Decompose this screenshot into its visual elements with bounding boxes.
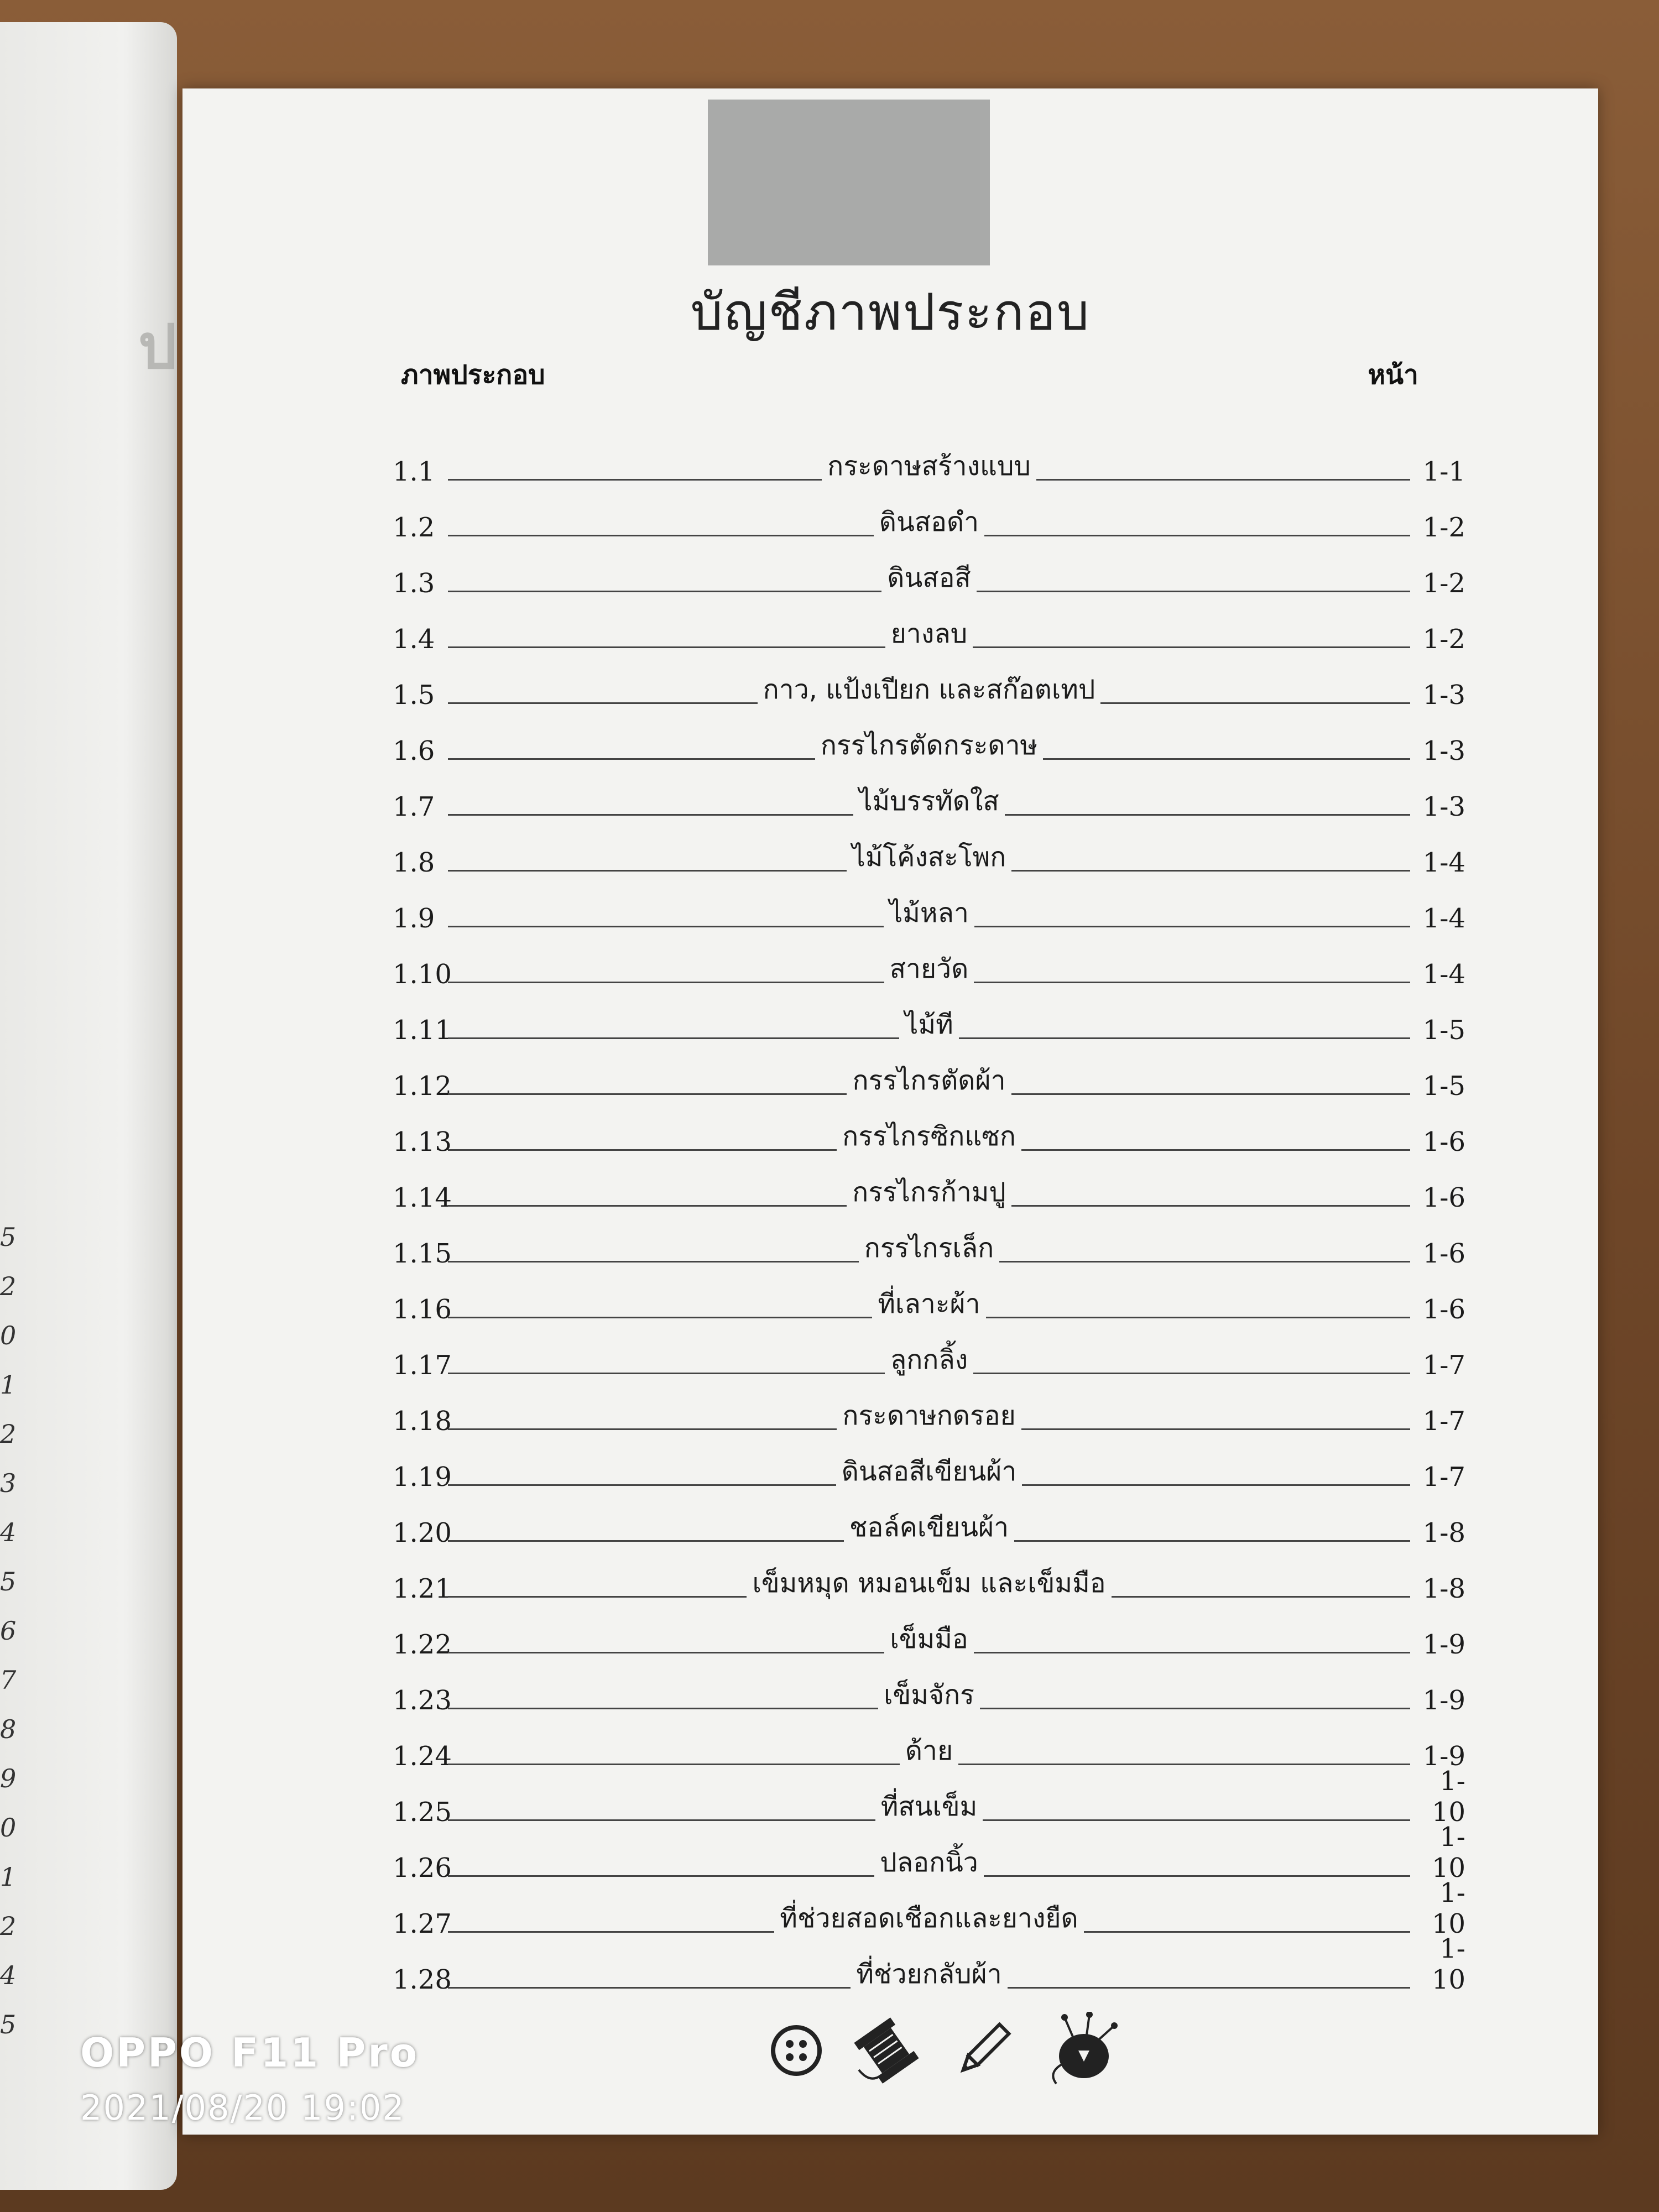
leader-line [448, 646, 885, 648]
leader-line [448, 1764, 900, 1765]
figure-entry [393, 1102, 1465, 1157]
header-block [708, 100, 990, 265]
figure-page-number: 1-4 [1422, 903, 1466, 934]
figure-caption: กรรไกรตัดผ้า [852, 1065, 1006, 1096]
facing-page-number: 0 [0, 1813, 17, 1843]
leader-line [448, 479, 822, 481]
figure-entry [393, 543, 1465, 599]
leader-line [1043, 758, 1410, 760]
figure-number: 1.10 [393, 959, 452, 990]
figure-caption: กรรไกรก้ามปู [852, 1177, 1006, 1208]
column-header-figure: ภาพประกอบ [401, 359, 545, 390]
facing-page-number: 3 [0, 1468, 17, 1498]
figure-page-number: 1-8 [1422, 1573, 1466, 1604]
figure-entry [393, 1381, 1465, 1437]
figure-caption: เข็มจักร [884, 1679, 974, 1710]
leader-line [448, 1149, 837, 1151]
figure-page-number: 1-10 [1431, 1822, 1466, 1884]
figure-caption: ที่เลาะผ้า [878, 1288, 980, 1319]
figure-page-number: 1-1 [1422, 456, 1466, 487]
figure-number: 1.13 [393, 1126, 452, 1157]
facing-page-number: 4 [0, 1517, 17, 1547]
figure-caption: กรรไกรเล็ก [864, 1233, 994, 1264]
facing-page-number: 1 [0, 1862, 17, 1892]
figure-caption: สายวัด [889, 953, 969, 984]
leader-line [958, 1764, 1410, 1765]
leader-line [986, 1317, 1410, 1318]
figure-number: 1.2 [393, 512, 435, 543]
leader-line [980, 1708, 1410, 1709]
figure-caption: ด้าย [905, 1735, 953, 1766]
figure-entry [393, 1046, 1465, 1102]
figure-entry [393, 711, 1465, 766]
leader-line [959, 1037, 1410, 1039]
facing-page-number: 2 [0, 1911, 17, 1941]
figure-list [393, 431, 1465, 1995]
facing-page-number: 9 [0, 1764, 17, 1793]
leader-line [1100, 702, 1410, 704]
figure-page-number: 1-8 [1422, 1517, 1466, 1548]
figure-entry [393, 1548, 1465, 1604]
figure-entry [393, 1157, 1465, 1213]
figure-entry [393, 990, 1465, 1046]
figure-caption: ดินสอสี [887, 562, 971, 593]
leader-line [448, 982, 884, 983]
leader-line [448, 1708, 878, 1709]
book-page [182, 88, 1598, 2135]
figure-entry [393, 1716, 1465, 1772]
figure-entry [393, 1933, 1466, 1995]
figure-number: 1.1 [393, 456, 435, 487]
figure-page-number: 1-6 [1422, 1182, 1466, 1213]
leader-line [448, 1819, 875, 1821]
figure-number: 1.23 [393, 1685, 452, 1716]
figure-caption: ไม้โค้งสะโพก [852, 842, 1006, 873]
figure-number: 1.25 [393, 1797, 452, 1828]
figure-page-number: 1-6 [1422, 1294, 1465, 1325]
leader-line [983, 1819, 1410, 1821]
facing-page-number: 2 [0, 1419, 17, 1449]
figure-page-number: 1-6 [1422, 1238, 1465, 1269]
figure-caption: กระดาษกดรอย [842, 1400, 1016, 1431]
leader-line [1021, 1149, 1410, 1151]
leader-line [1011, 1205, 1410, 1207]
leader-line [974, 982, 1410, 983]
figure-entry [393, 822, 1465, 878]
figure-number: 1.14 [393, 1182, 452, 1213]
figure-entry [393, 655, 1465, 711]
leader-line [448, 1205, 847, 1207]
figure-page-number: 1-7 [1422, 1462, 1466, 1493]
leader-line [448, 1540, 844, 1542]
facing-page [0, 22, 177, 2190]
leader-line [448, 926, 884, 927]
figure-number: 1.28 [393, 1964, 452, 1995]
figure-number: 1.21 [393, 1573, 452, 1604]
figure-caption: เข็มหมุด หมอนเข็ม และเข็มมือ [752, 1568, 1106, 1599]
figure-page-number: 1-10 [1431, 1766, 1466, 1828]
figure-number: 1.12 [393, 1071, 452, 1102]
leader-line [1008, 1987, 1410, 1989]
figure-entry [393, 1213, 1465, 1269]
figure-page-number: 1-5 [1422, 1015, 1466, 1046]
figure-entry [393, 1604, 1465, 1660]
facing-page-number: 1 [0, 1370, 17, 1400]
figure-page-number: 1-2 [1422, 512, 1466, 543]
facing-page-number: 5 [0, 1567, 17, 1597]
leader-line [448, 1093, 847, 1095]
figure-entry [393, 766, 1465, 822]
figure-entry [393, 599, 1465, 655]
figure-page-number: 1-4 [1422, 847, 1466, 878]
facing-page-number: 7 [0, 1665, 17, 1695]
figure-caption: ดินสอดำ [879, 507, 979, 538]
leader-line [448, 1875, 874, 1877]
leader-line [448, 1037, 899, 1039]
leader-line [1011, 1093, 1410, 1095]
figure-number: 1.20 [393, 1517, 452, 1548]
figure-page-number: 1-9 [1422, 1629, 1466, 1660]
figure-page-number: 1-4 [1422, 959, 1465, 990]
figure-page-number: 1-3 [1422, 680, 1465, 711]
figure-caption: ยางลบ [890, 618, 968, 649]
figure-caption: ปลอกนิ้ว [880, 1847, 978, 1878]
figure-number: 1.9 [393, 903, 435, 934]
leader-line [1022, 1484, 1410, 1486]
figure-caption: ดินสอสีเขียนผ้า [841, 1456, 1017, 1487]
footer-icons [769, 2013, 1123, 2090]
leader-line [448, 1987, 851, 1989]
figure-caption: กระดาษสร้างแบบ [827, 451, 1031, 482]
leader-line [448, 758, 815, 760]
leader-line [448, 1373, 885, 1374]
facing-page-number: 8 [0, 1714, 17, 1744]
figure-page-number: 1-3 [1422, 735, 1465, 766]
figure-number: 1.24 [393, 1741, 452, 1772]
figure-entry [393, 487, 1465, 543]
facing-page-number: 5 [0, 1222, 17, 1252]
figure-number: 1.15 [393, 1238, 452, 1269]
figure-number: 1.4 [393, 624, 435, 655]
figure-page-number: 1-7 [1422, 1406, 1466, 1437]
figure-entry [393, 1325, 1465, 1381]
leader-line [448, 1652, 884, 1653]
leader-line [984, 535, 1410, 536]
figure-caption: กาว, แป้งเปียก และสก๊อตเทป [763, 674, 1095, 705]
figure-caption: ลูกกลิ้ง [890, 1344, 968, 1375]
figure-page-number: 1-10 [1431, 1933, 1466, 1995]
leader-line [448, 1317, 872, 1318]
figure-entry [393, 1660, 1465, 1716]
figure-number: 1.11 [393, 1015, 452, 1046]
figure-number: 1.22 [393, 1629, 452, 1660]
figure-entry [393, 1437, 1465, 1493]
facing-page-faint-heading: ป [138, 311, 177, 382]
leader-line [448, 870, 847, 872]
figure-caption: กรรไกรตัดกระดาษ [820, 730, 1038, 761]
figure-number: 1.5 [393, 680, 435, 711]
figure-page-number: 1-7 [1422, 1350, 1466, 1381]
figure-entry [393, 934, 1465, 990]
figure-number: 1.3 [393, 568, 435, 599]
figure-caption: เข็มมือ [890, 1624, 968, 1655]
leader-line [977, 591, 1410, 592]
leader-line [448, 1428, 837, 1430]
figure-caption: ที่สนเข็ม [880, 1791, 978, 1822]
figure-caption: ชอล์คเขียนผ้า [849, 1512, 1009, 1543]
facing-page-number: 4 [0, 1960, 17, 1990]
figure-caption: ที่ช่วยสอดเชือกและยางยืด [780, 1903, 1078, 1934]
figure-caption: ที่ช่วยกลับผ้า [856, 1959, 1002, 1990]
leader-line [448, 814, 853, 816]
leader-line [1014, 1540, 1410, 1542]
camera-model-stamp: OPPO F11 Pro [80, 2030, 420, 2076]
figure-page-number: 1-9 [1422, 1685, 1466, 1716]
figure-caption: ไม้หลา [889, 898, 969, 928]
leader-line [448, 702, 758, 704]
leader-line [999, 1261, 1410, 1262]
leader-line [448, 1484, 836, 1486]
figure-caption: กรรไกรซิกแซก [842, 1121, 1016, 1152]
pincushion-icon [1040, 2012, 1123, 2091]
figure-number: 1.17 [393, 1350, 452, 1381]
leader-line [1005, 814, 1410, 816]
figure-page-number: 1-10 [1431, 1877, 1466, 1939]
leader-line [984, 1875, 1410, 1877]
figure-entry [393, 1766, 1466, 1828]
facing-page-number: 5 [0, 2010, 17, 2039]
figure-number: 1.6 [393, 735, 435, 766]
figure-number: 1.18 [393, 1406, 452, 1437]
button-icon [769, 2023, 824, 2080]
figure-number: 1.19 [393, 1462, 452, 1493]
column-header-page: หน้า [1368, 359, 1418, 390]
leader-line [974, 926, 1410, 927]
figure-page-number: 1-6 [1422, 1126, 1466, 1157]
figure-number: 1.7 [393, 791, 435, 822]
leader-line [1036, 479, 1410, 481]
figure-page-number: 1-2 [1422, 624, 1465, 655]
leader-line [448, 591, 881, 592]
facing-page-number: 0 [0, 1321, 17, 1350]
leader-line [1112, 1596, 1410, 1598]
leader-line [973, 1373, 1410, 1374]
pencil-icon [950, 2017, 1016, 2086]
figure-entry [393, 1493, 1465, 1548]
figure-entry [393, 1269, 1465, 1325]
facing-page-number: 2 [0, 1271, 17, 1301]
figure-entry [393, 1877, 1466, 1939]
figure-entry [393, 431, 1465, 487]
figure-entry [393, 1822, 1466, 1884]
leader-line [973, 646, 1410, 648]
figure-entry [393, 878, 1465, 934]
leader-line [1021, 1428, 1410, 1430]
leader-line [448, 1596, 747, 1598]
figure-caption: ไม้บรรทัดใส [859, 786, 999, 817]
figure-number: 1.16 [393, 1294, 452, 1325]
figure-page-number: 1-9 [1422, 1741, 1465, 1772]
thread-spool-icon [848, 2015, 925, 2089]
figure-number: 1.27 [393, 1908, 452, 1939]
figure-page-number: 1-3 [1422, 791, 1466, 822]
leader-line [1011, 870, 1410, 872]
camera-datetime-stamp: 2021/08/20 19:02 [80, 2088, 405, 2128]
leader-line [448, 535, 874, 536]
figure-number: 1.8 [393, 847, 435, 878]
figure-page-number: 1-2 [1422, 568, 1465, 599]
facing-page-number: 6 [0, 1616, 17, 1646]
leader-line [1084, 1931, 1410, 1933]
leader-line [448, 1261, 859, 1262]
figure-caption: ไม้ที [905, 1009, 953, 1040]
figure-number: 1.26 [393, 1853, 452, 1884]
leader-line [974, 1652, 1410, 1653]
leader-line [448, 1931, 774, 1933]
figure-page-number: 1-5 [1422, 1071, 1465, 1102]
page-title: บัญชีภาพประกอบ [690, 283, 1091, 342]
